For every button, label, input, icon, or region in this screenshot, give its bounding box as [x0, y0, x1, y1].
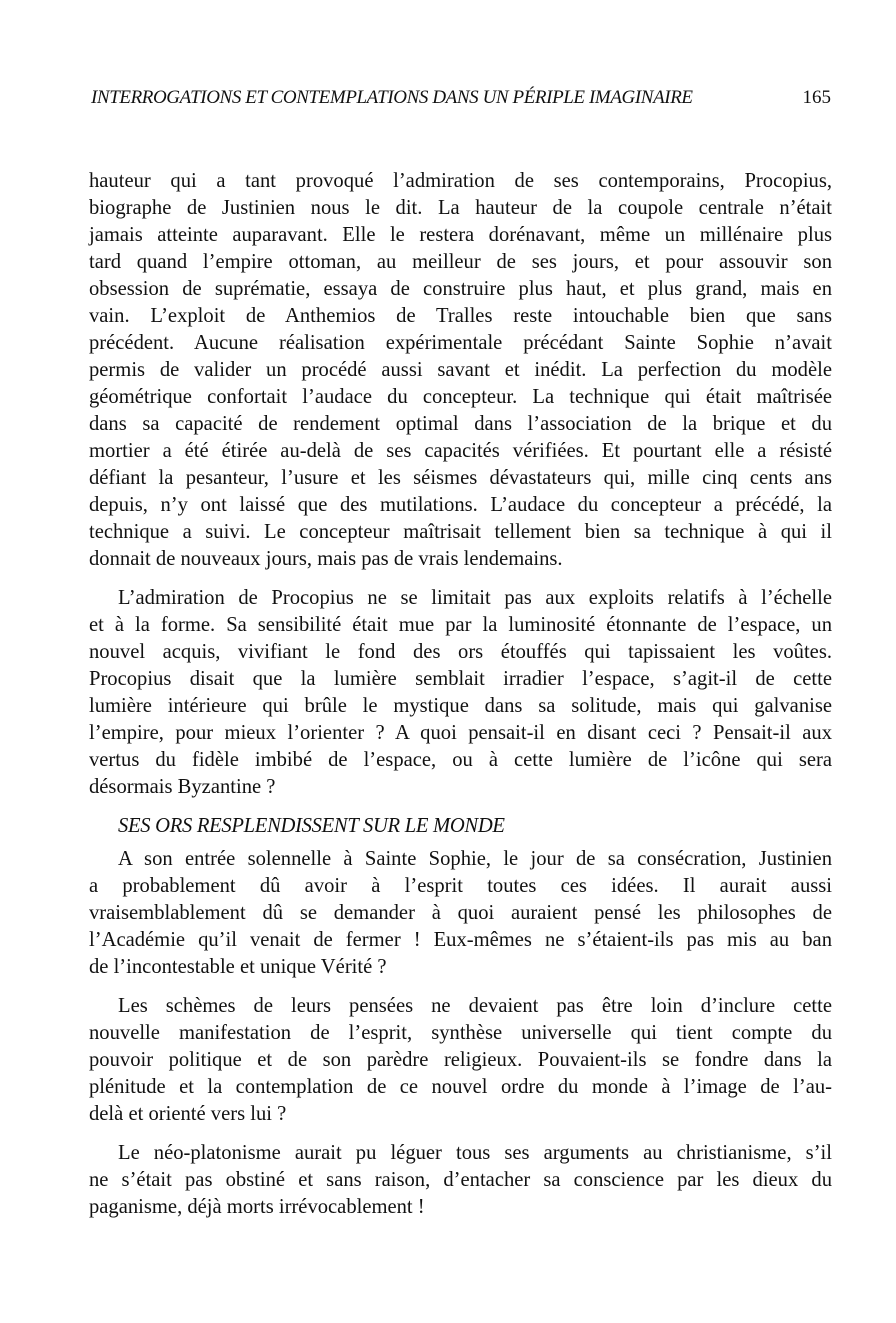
paragraph — [89, 585, 832, 801]
paragraph — [89, 168, 832, 573]
text-line: delà et orienté vers lui ? — [89, 1103, 287, 1125]
text-line: donnait de nouveaux jours, mais pas de vrais lendemains. — [89, 548, 563, 570]
text-line: Procopius disait que la lumière semblait irradier l’espace, s’agit-il de cette — [89, 668, 832, 690]
text-line: L’admiration de Procopius ne se limitait pas aux exploits relatifs à l’échelle — [118, 587, 832, 609]
text-line: de l’incontestable et unique Vérité ? — [89, 956, 387, 978]
running-header — [89, 84, 831, 112]
text-line: depuis, n’y ont laissé que des mutilations. L’audace du concepteur a précédé, la — [89, 494, 832, 516]
text-line: lumière intérieure qui brûle le mystique dans sa solitude, mais qui galvanise — [89, 695, 832, 717]
text-line: tard quand l’empire ottoman, au meilleur de ses jours, et pour assouvir son — [89, 251, 832, 273]
text-line: biographe de Justinien nous le dit. La hauteur de la coupole centrale n’était — [89, 197, 832, 219]
text-line: désormais Byzantine ? — [89, 776, 276, 798]
text-line: géométrique confortait l’audace du concepteur. La technique qui était maîtrisée — [89, 386, 832, 408]
text-line: a probablement dû avoir à l’esprit toutes ces idées. Il aurait aussi — [89, 875, 832, 897]
text-line: et à la forme. Sa sensibilité était mue par la luminosité étonnante de l’espace, un — [89, 614, 832, 636]
text-line: mortier a été étirée au-delà de ses capacités vérifiées. Et pourtant elle a résisté — [89, 440, 832, 462]
text-line: jamais atteinte auparavant. Elle le restera dorénavant, même un millénaire plus — [89, 224, 832, 246]
text-line: plénitude et la contemplation de ce nouvel ordre du monde à l’image de l’au- — [89, 1076, 832, 1098]
text-line: défiant la pesanteur, l’usure et les séismes dévastateurs qui, mille cinq cents ans — [89, 467, 832, 489]
paragraph — [89, 993, 832, 1128]
text-line: technique a suivi. Le concepteur maîtrisait tellement bien sa technique à qui il — [89, 521, 832, 543]
text-line: nouvel acquis, vivifiant le fond des ors étouffés qui tapissaient les voûtes. — [89, 641, 832, 663]
running-title: INTERROGATIONS ET CONTEMPLATIONS DANS UN PÉRIPLE IMAGINAIRE — [91, 87, 693, 108]
text-line: vertus du fidèle imbibé de l’espace, ou à cette lumière de l’icône qui sera — [89, 749, 832, 771]
text-line: l’empire, pour mieux l’orienter ? A quoi pensait-il en disant ceci ? Pensait-il aux — [89, 722, 832, 744]
text-line: permis de valider un procédé aussi savant et inédit. La perfection du modèle — [89, 359, 832, 381]
text-line: ne s’était pas obstiné et sans raison, d’entacher sa conscience par les dieux du — [89, 1169, 832, 1191]
text-line: vain. L’exploit de Anthemios de Tralles reste intouchable bien que sans — [89, 305, 832, 327]
text-line: dans sa capacité de rendement optimal dans l’association de la brique et du — [89, 413, 832, 435]
text-line: obsession de suprématie, essaya de construire plus haut, et plus grand, mais en — [89, 278, 832, 300]
section-heading: SES ORS RESPLENDISSENT SUR LE MONDE — [118, 815, 505, 837]
text-line: Le néo-platonisme aurait pu léguer tous ses arguments au christianisme, s’il — [118, 1142, 832, 1164]
text-line: pouvoir politique et de son parèdre religieux. Pouvaient-ils se fondre dans la — [89, 1049, 832, 1071]
text-line: hauteur qui a tant provoqué l’admiration de ses contemporains, Procopius, — [89, 170, 832, 192]
paragraph — [89, 846, 832, 981]
text-line: vraisemblablement dû se demander à quoi auraient pensé les philosophes de — [89, 902, 832, 924]
text-line: l’Académie qu’il venait de fermer ! Eux-mêmes ne s’étaient-ils pas mis au ban — [89, 929, 832, 951]
text-line: précédent. Aucune réalisation expérimentale précédant Sainte Sophie n’avait — [89, 332, 832, 354]
text-line: nouvelle manifestation de l’esprit, synthèse universelle qui tient compte du — [89, 1022, 832, 1044]
text-line: Les schèmes de leurs pensées ne devaient pas être loin d’inclure cette — [118, 995, 832, 1017]
page-number: 165 — [802, 87, 831, 108]
paragraph — [89, 1140, 832, 1221]
text-line: paganisme, déjà morts irrévocablement ! — [89, 1196, 425, 1218]
text-line: A son entrée solennelle à Sainte Sophie, le jour de sa consécration, Justinien — [118, 848, 832, 870]
body-text — [89, 168, 832, 1233]
